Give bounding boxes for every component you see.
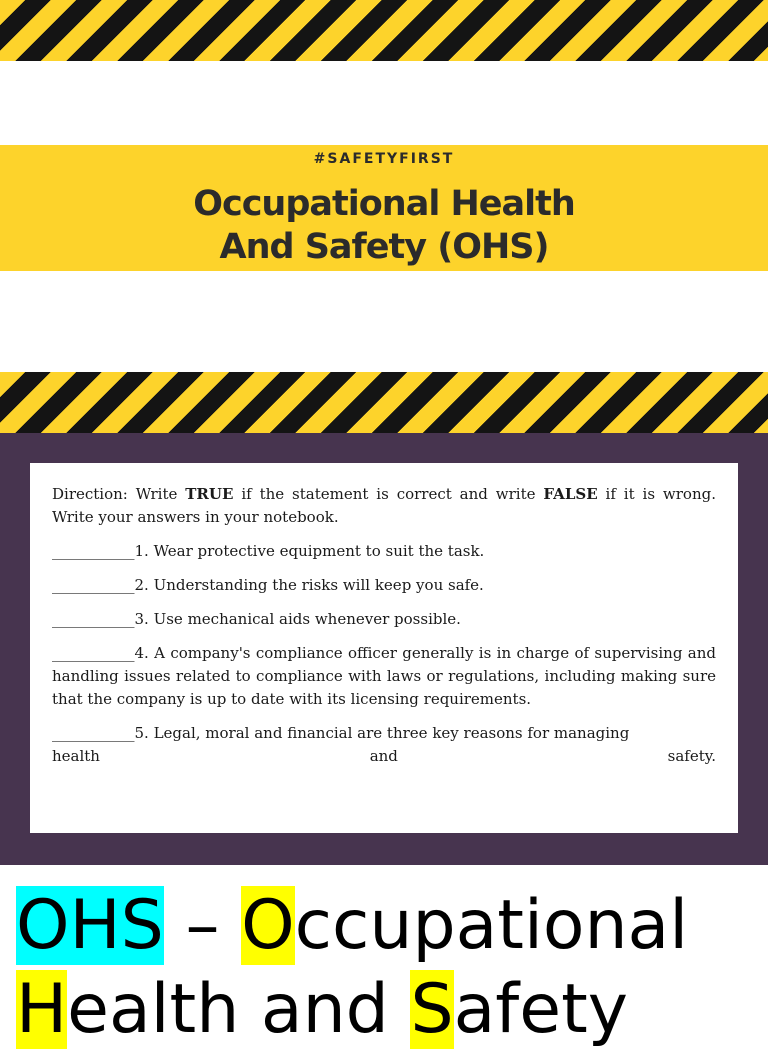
direction-text: Direction: Write TRUE if the statement is correct and write FALSE if it is wrong. Write your answers in your notebook. <box>52 485 716 526</box>
worksheet-panel <box>0 433 768 865</box>
letter-s-highlight: S <box>410 970 454 1049</box>
false-keyword: FALSE <box>543 485 598 503</box>
hashtag-label: #SAFETYFIRST <box>313 151 455 167</box>
letter-h-highlight: H <box>16 970 68 1049</box>
title-line-1: Occupational Health <box>193 184 575 224</box>
heading-line-1: OHS – Occupational <box>16 886 689 965</box>
question-item-5: ___________5. Legal, moral and financial are three key reasons for managing health and safety. <box>52 722 716 768</box>
hazard-stripe-middle <box>0 372 768 433</box>
answer-blank: ___________ <box>52 610 135 628</box>
question-item-4: ___________4. A company's compliance officer generally is in charge of supervising and handling issues related to compliance with laws or regulations, including making sure that the company is up to date with its licensing requirements. <box>52 644 716 708</box>
true-keyword: TRUE <box>185 485 234 503</box>
ohs-highlight: OHS <box>16 886 164 965</box>
title-line-2: And Safety (OHS) <box>219 227 549 267</box>
answer-blank: ___________ <box>52 542 135 560</box>
answer-blank: ___________ <box>52 644 135 662</box>
ohs-acronym-heading <box>16 884 766 1052</box>
hazard-stripe-top <box>0 0 768 61</box>
title-banner <box>0 145 768 271</box>
question-item-3: ___________3. Use mechanical aids whenever possible. <box>52 608 716 631</box>
answer-blank: ___________ <box>52 724 135 742</box>
question-item-1: ___________1. Wear protective equipment to suit the task. <box>52 540 716 563</box>
page-title <box>0 183 768 269</box>
heading-line-2: Health and Safety <box>16 970 628 1049</box>
question-item-5-last-line: health and safety. <box>52 747 716 765</box>
question-item-2: ___________2. Understanding the risks will keep you safe. <box>52 574 716 597</box>
worksheet-card <box>30 463 738 833</box>
answer-blank: ___________ <box>52 576 135 594</box>
letter-o-highlight: O <box>241 886 295 965</box>
